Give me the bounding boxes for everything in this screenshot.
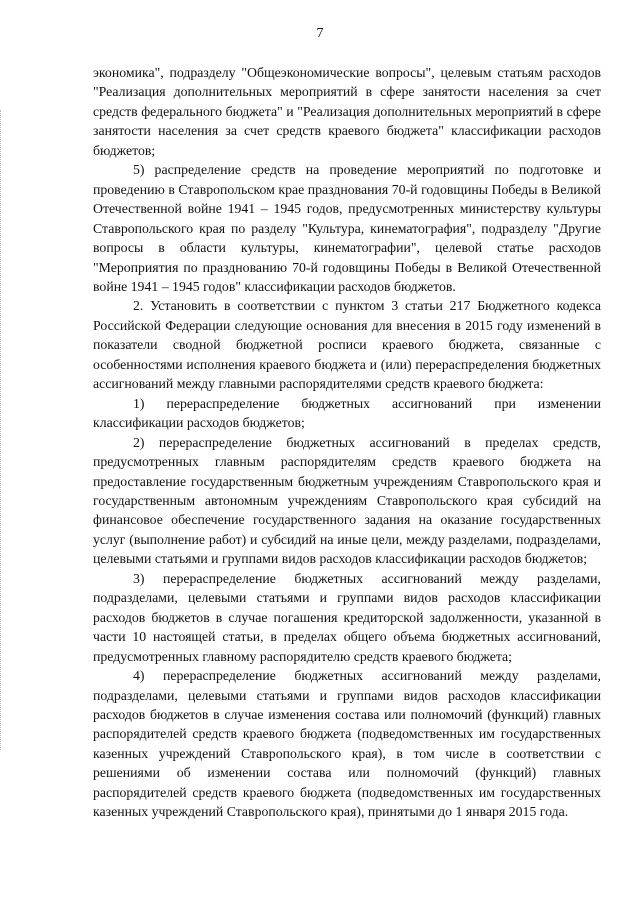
paragraph-item-1: 1) перераспределение бюджетных ассигнований при изменении классификации расходов бюджетов; [93,395,601,431]
document-body [93,63,601,822]
scan-edge-mark [0,110,4,750]
page-number: 7 [316,26,324,41]
paragraph-item-3: 3) перераспределение бюджетных ассигнований между разделами, подразделами, целевыми статьями и группами видов расходов классификации расходов бюджетов в случае погашения кредиторской задолженности, указанной в части 10 настоящей статьи, в пределах общего объема бюджетных ассигнований, предусмотренных главному распорядителю средств краевого бюджета; [93,570,601,664]
paragraph-section-2: 2. Установить в соответствии с пунктом 3 статьи 217 Бюджетного кодекса Российской Федерации следующие основания для внесения в 2015 году изменений в показатели сводной бюджетной росписи краевого бюджета, связанные с особенностями исполнения краевого бюджета и (или) перераспределения бюджетных ассигнований между главными распорядителями средств краевого бюджета: [93,298,601,392]
paragraph-item-5: 5) распределение средств на проведение мероприятий по подготовке и проведению в Ставропольском крае празднования 70-й годовщины Победы в Великой Отечественной войне 1941 – 1945 годов, предусмотренных министерству культуры Ставропольского края по разделу "Культура, кинематография", подразделу "Другие вопросы в области культуры, кинематографии", целевой статье расходов "Мероприятия по празднованию 70-й годовщины Победы в Великой Отечественной войне 1941 – 1945 годов" классификации расходов бюджетов. [93,162,601,294]
paragraph-item-2: 2) перераспределение бюджетных ассигнований в пределах средств, предусмотренных главным распорядителям средств краевого бюджета на предоставление государственным бюджетным учреждениям Ставропольского края и государственным автономным учреждениям Ставропольского края субсидий на финансовое обеспечение государственного задания на оказание государственных услуг (выполнение работ) и субсидий на иные цели, между разделами, подразделами, целевыми статьями и группами видов расходов классификации расходов бюджетов; [93,434,601,567]
paragraph-item-4: 4) перераспределение бюджетных ассигнований между разделами, подразделами, целевыми статьями и группами видов расходов классификации расходов бюджетов в случае изменения состава или полномочий (функций) главных распорядителей средств краевого бюджета (подведомственных им государственных казенных учреждений Ставропольского края), в том числе в соответствии с решениями об изменении состава или полномочий (функций) главных распорядителей средств краевого бюджета (подведомственных им государственных казенных учреждений Ставропольского края), принятыми до 1 января 2015 года. [93,668,601,820]
paragraph-continuation: экономика", подразделу "Общеэкономические вопросы", целевым статьям расходов "Реализация дополнительных мероприятий в сфере занятости населения за счет средств федерального бюджета" и "Реализация дополнительных мероприятий в сфере занятости населения за счет средств краевого бюджета" классификации расходов бюджетов; [93,65,601,158]
